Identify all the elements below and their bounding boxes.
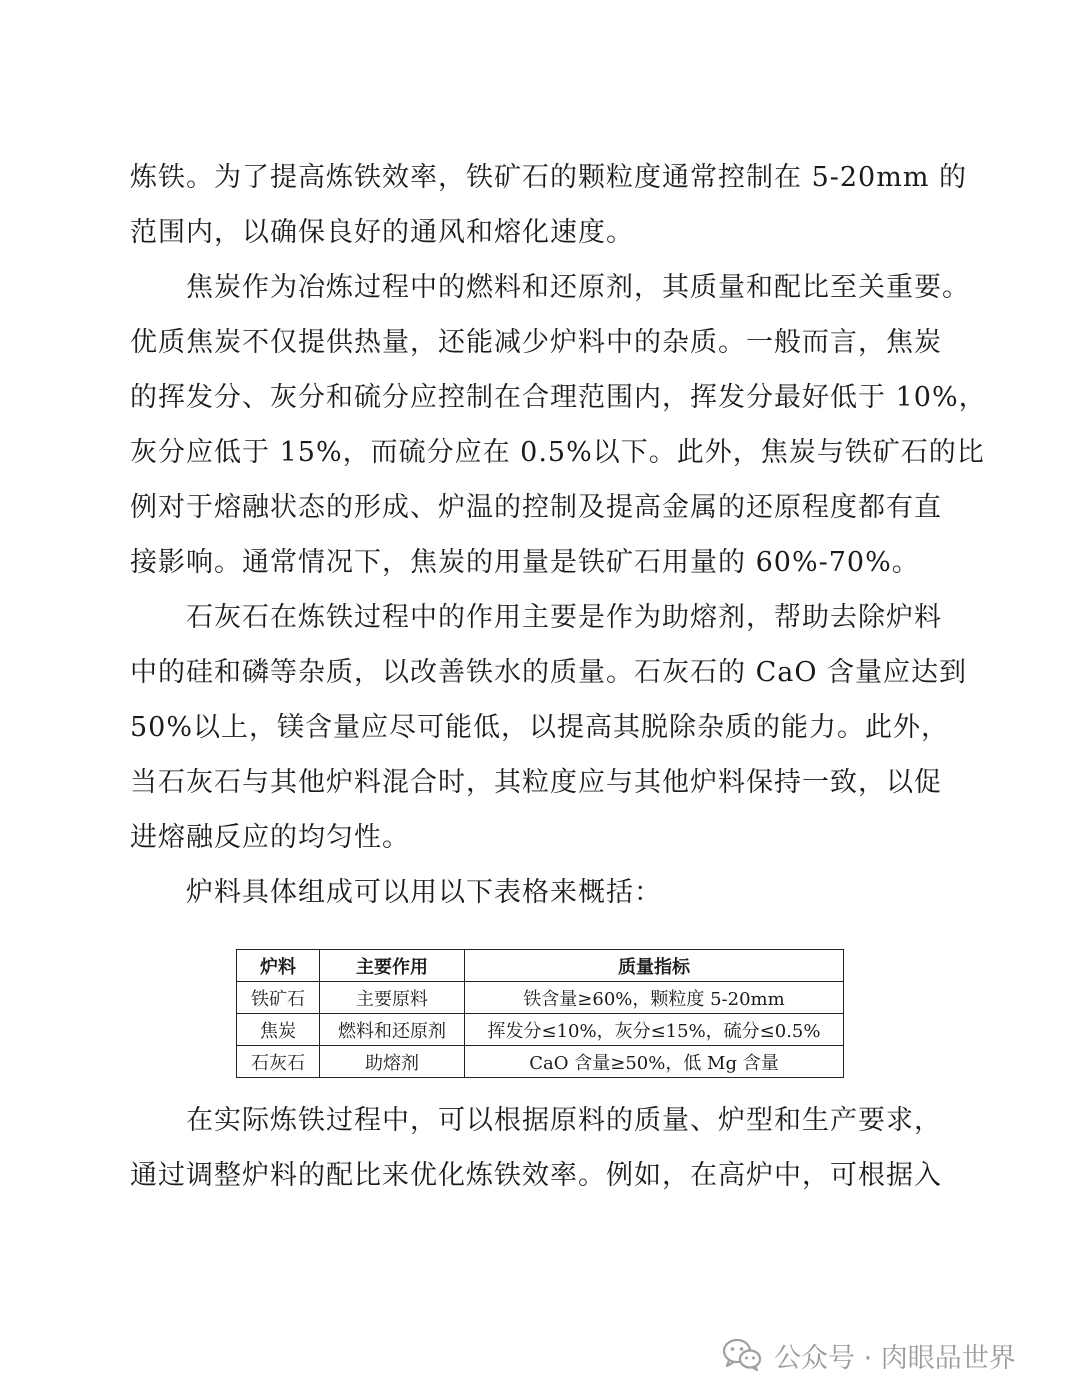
table-row	[237, 1014, 844, 1046]
table-cell: 石灰石	[237, 1046, 320, 1078]
text-line: 当石灰石与其他炉料混合时，其粒度应与其他炉料保持一致，以促	[130, 767, 942, 798]
text-line: 进熔融反应的均匀性。	[130, 822, 410, 853]
table-cell: 铁含量≥60%，颗粒度 5-20mm	[465, 982, 844, 1014]
text-line: 例对于熔融状态的形成、炉温的控制及提高金属的还原程度都有直	[130, 492, 942, 523]
table-row	[237, 1046, 844, 1078]
text-line: 炼铁。为了提高炼铁效率，铁矿石的颗粒度通常控制在 5-20mm 的	[130, 162, 968, 193]
table-header-row	[237, 950, 844, 982]
watermark-text: 公众号 · 肉眼品世界	[774, 1342, 1016, 1374]
text-line: 石灰石在炼铁过程中的作用主要是作为助熔剂，帮助去除炉料	[186, 602, 942, 633]
table-header: 主要作用	[320, 950, 465, 982]
table-cell: 燃料和还原剂	[320, 1014, 465, 1046]
table-cell: 主要原料	[320, 982, 465, 1014]
text-line: 接影响。通常情况下，焦炭的用量是铁矿石用量的 60%-70%。	[130, 547, 920, 578]
table-row	[237, 982, 844, 1014]
text-line: 中的硅和磷等杂质，以改善铁水的质量。石灰石的 CaO 含量应达到	[130, 657, 968, 688]
table-cell: 挥发分≤10%，灰分≤15%，硫分≤0.5%	[465, 1014, 844, 1046]
text-line: 的挥发分、灰分和硫分应控制在合理范围内，挥发分最好低于 10%，	[130, 382, 987, 413]
table-header: 炉料	[237, 950, 320, 982]
table-header: 质量指标	[465, 950, 844, 982]
text-line: 50%以上，镁含量应尽可能低，以提高其脱除杂质的能力。此外，	[130, 712, 950, 743]
text-line: 优质焦炭不仅提供热量，还能减少炉料中的杂质。一般而言，焦炭	[130, 327, 942, 358]
watermark	[722, 1331, 1016, 1379]
text-line: 炉料具体组成可以用以下表格来概括：	[186, 877, 662, 908]
text-line: 焦炭作为冶炼过程中的燃料和还原剂，其质量和配比至关重要。	[186, 272, 970, 303]
table-cell: CaO 含量≥50%，低 Mg 含量	[465, 1046, 844, 1078]
text-line: 通过调整炉料的配比来优化炼铁效率。例如，在高炉中，可根据入	[130, 1160, 942, 1191]
text-line: 范围内，以确保良好的通风和熔化速度。	[130, 217, 634, 248]
table-cell: 焦炭	[237, 1014, 320, 1046]
text-line: 在实际炼铁过程中，可以根据原料的质量、炉型和生产要求，	[186, 1105, 942, 1136]
text-line: 灰分应低于 15%，而硫分应在 0.5%以下。此外，焦炭与铁矿石的比	[130, 437, 985, 468]
furnace-materials-table	[236, 949, 844, 1078]
table-cell: 铁矿石	[237, 982, 320, 1014]
table-cell: 助熔剂	[320, 1046, 465, 1078]
wechat-icon	[722, 1338, 762, 1372]
